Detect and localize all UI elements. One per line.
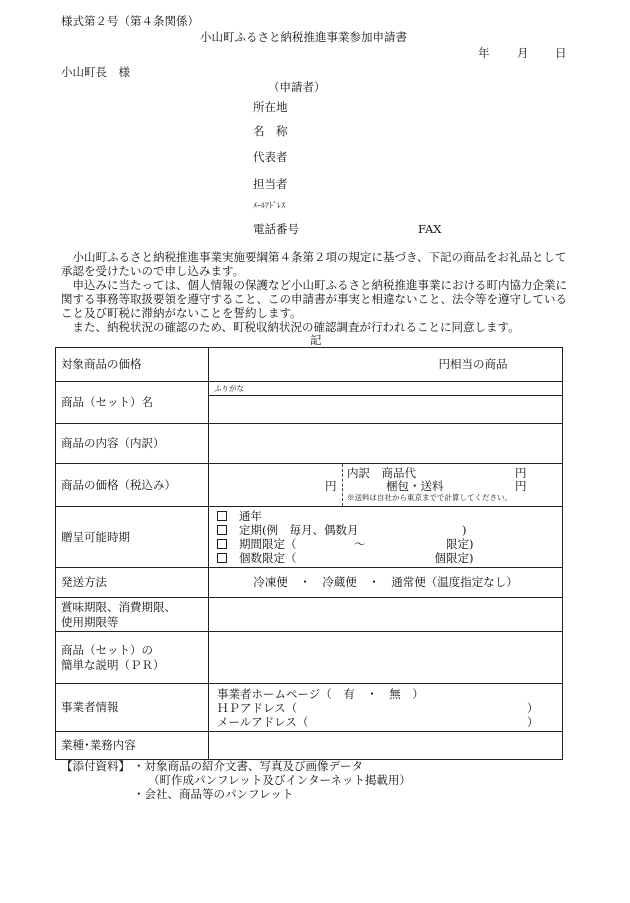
application-table xyxy=(55,347,563,760)
date-day: 日 xyxy=(555,46,567,60)
applicant-heading: （申請者） xyxy=(268,80,326,94)
checkbox[interactable] xyxy=(217,539,227,549)
period-options xyxy=(209,507,563,568)
applicant-email-label: ﾒｰﾙｱﾄﾞﾚｽ xyxy=(253,201,285,210)
price-value[interactable]: 円相当の商品 xyxy=(209,348,563,382)
product-furigana-field[interactable]: ふりがな xyxy=(209,382,563,396)
attachments-label: 【添付資料】 xyxy=(61,759,130,773)
industry-label: 業種･業務内容 xyxy=(56,732,209,760)
applicant-fax-label: FAX xyxy=(418,222,442,236)
business-info[interactable] xyxy=(209,684,563,732)
checkbox[interactable] xyxy=(217,553,227,563)
period-option[interactable]: 期間限定（ ～ 限定) xyxy=(217,537,554,551)
period-label: 贈呈可能時期 xyxy=(56,507,209,568)
tax-price-label: 商品の価格（税込み） xyxy=(56,464,209,507)
product-name-field[interactable] xyxy=(209,396,563,424)
contents-label: 商品の内容（内訳） xyxy=(56,424,209,464)
breakdown-packing-yen: 円 xyxy=(515,479,527,493)
tax-price-cell[interactable] xyxy=(209,464,563,507)
body-paragraph-1: 小山町ふるさと納税推進事業実施要綱第４条第２項の規定に基づき、下記の商品をお礼品として承認を受けたいので申し込みます。 xyxy=(61,250,567,278)
applicant-phone-label: 電話番号 xyxy=(253,222,299,236)
body-paragraph-3: また、納税状況の確認のため、町税収納状況の確認調査が行われることに同意します。 xyxy=(72,320,520,334)
addressee: 小山町長 様 xyxy=(61,65,130,79)
attachment-item-1: ・対象商品の紹介文書、写真及び画像データ xyxy=(133,759,363,773)
body-paragraph-2: 申込みに当たっては、個人情報の保護など小山町ふるさと納税推進事業における町内協力企業に関する事務等取扱要領を遵守すること、この申請書が事実と相違ないこと、法令等を遵守していること及び町税に滞納がないことを誓約します。 xyxy=(61,278,567,320)
expiry-field[interactable] xyxy=(209,598,563,632)
applicant-name-label: 名 称 xyxy=(253,124,288,138)
checkbox[interactable] xyxy=(217,525,227,535)
applicant-representative-label: 代表者 xyxy=(253,150,288,164)
contents-field[interactable] xyxy=(209,424,563,464)
applicant-address-label: 所在地 xyxy=(253,100,288,114)
period-option[interactable]: 個数限定（ 個限定) xyxy=(217,551,554,565)
attachment-item-2: ・会社、商品等のパンフレット xyxy=(133,787,294,801)
pr-label: 商品（セット）の 簡単な説明（ＰＲ） xyxy=(56,632,209,684)
breakdown-packing: 梱包・送料 xyxy=(386,479,444,493)
page-title: 小山町ふるさと納税推進事業参加申請書 xyxy=(200,30,407,44)
ki-marker: 記 xyxy=(310,333,322,347)
product-name-label: 商品（セット）名 xyxy=(56,382,209,424)
breakdown-divider xyxy=(342,464,343,506)
expiry-label: 賞味期限、消費期限、 使用期限等 xyxy=(56,598,209,632)
business-hp-address[interactable]: ＨＰアドレス（ ） xyxy=(217,700,539,715)
breakdown-goods-yen: 円 xyxy=(515,466,527,480)
shipping-note: ※送料は自社から東京までで計算してください。 xyxy=(347,493,512,502)
shipping-method[interactable]: 冷凍便 ・ 冷蔵便 ・ 通常便（温度指定なし） xyxy=(209,568,563,598)
checkbox[interactable] xyxy=(217,511,227,521)
shipping-label: 発送方法 xyxy=(56,568,209,598)
tax-price-yen: 円 xyxy=(325,479,337,493)
industry-field[interactable] xyxy=(209,732,563,760)
business-email[interactable]: メールアドレス（ ） xyxy=(217,714,539,729)
period-option[interactable]: 定期(例 毎月、偶数月 ) xyxy=(217,523,554,537)
form-number: 様式第２号（第４条関係） xyxy=(61,14,199,28)
applicant-person-label: 担当者 xyxy=(253,177,288,191)
date-month: 月 xyxy=(517,46,529,60)
period-option[interactable]: 通年 xyxy=(217,509,554,523)
breakdown-goods: 内訳 商品代 xyxy=(347,466,416,480)
body-text xyxy=(61,250,571,334)
date-year: 年 xyxy=(478,46,490,60)
attachment-item-1-sub: （町作成パンフレット及びインターネット掲載用） xyxy=(148,773,411,787)
business-label: 事業者情報 xyxy=(56,684,209,732)
price-label: 対象商品の価格 xyxy=(56,348,209,382)
pr-field[interactable] xyxy=(209,632,563,684)
business-homepage[interactable]: 事業者ホームページ（ 有 ・ 無 ） xyxy=(217,686,424,701)
